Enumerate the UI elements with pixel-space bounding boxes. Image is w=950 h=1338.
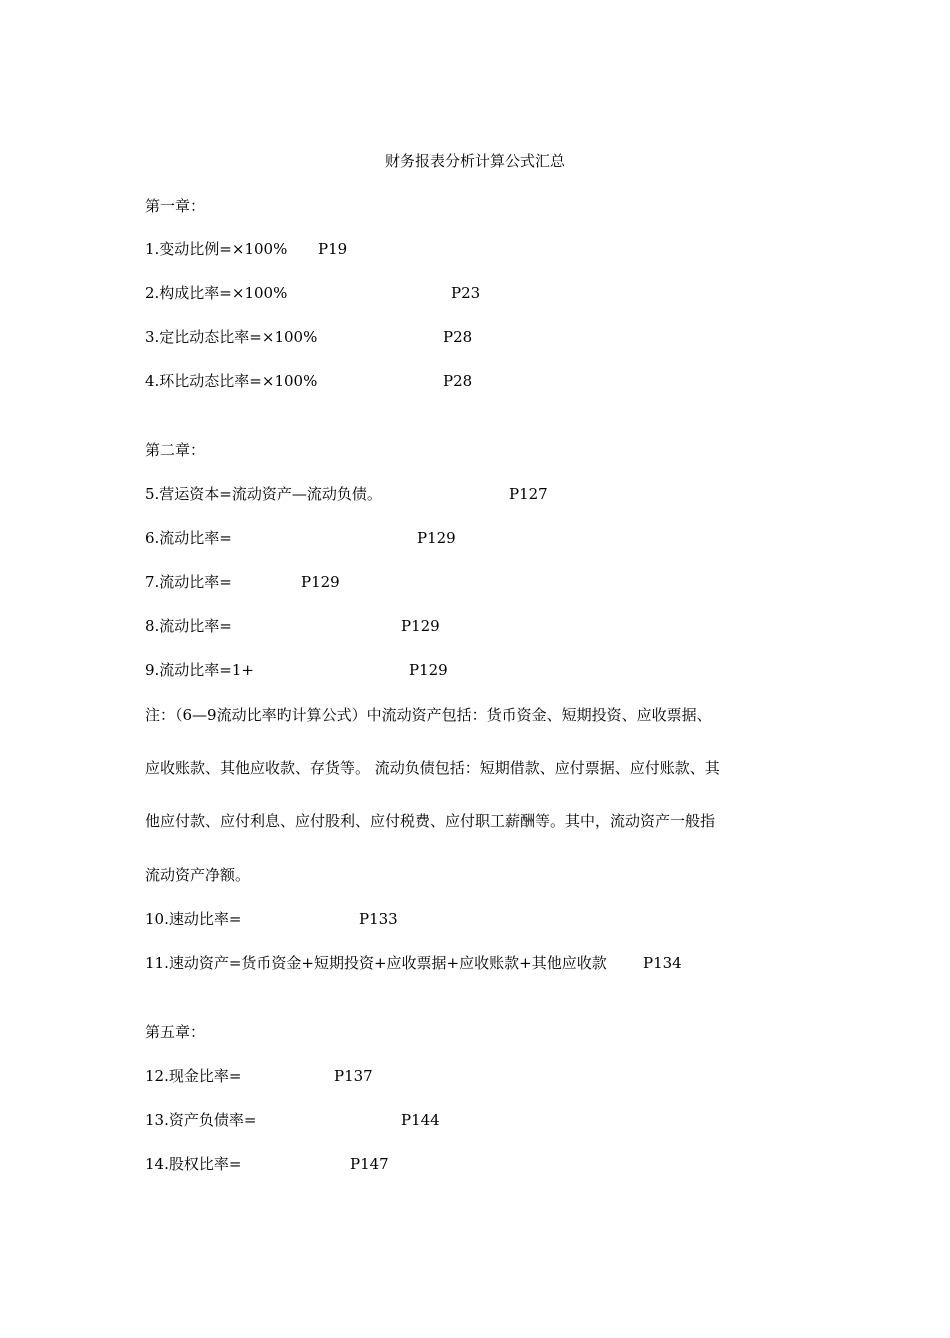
formula-1-page-ref: P19 xyxy=(318,240,348,258)
formula-13: 13.资产负债率= xyxy=(145,1111,257,1129)
formula-7: 7.流动比率= xyxy=(145,573,232,591)
chapter-5-heading: 第五章： xyxy=(145,1023,206,1041)
document-title: 财务报表分析计算公式汇总 xyxy=(384,152,565,170)
formula-2-page-ref: P23 xyxy=(451,284,481,302)
formula-6-page-ref: P129 xyxy=(417,529,456,547)
formula-9-page-ref: P129 xyxy=(409,661,448,679)
formula-11-page-ref: P134 xyxy=(643,954,682,972)
formula-12-page-ref: P137 xyxy=(334,1067,373,1085)
formula-9: 9.流动比率=1+ xyxy=(145,661,254,679)
note-line-2: 应收账款、其他应收款、存货等。 流动负债包括：短期借款、应付票据、应付账款、其 xyxy=(145,759,720,777)
formula-5: 5.营运资本=流动资产—流动负债。 xyxy=(145,485,382,503)
formula-4-page-ref: P28 xyxy=(443,372,473,390)
formula-13-page-ref: P144 xyxy=(401,1111,440,1129)
formula-8: 8.流动比率= xyxy=(145,617,232,635)
formula-7-page-ref: P129 xyxy=(301,573,340,591)
formula-1: 1.变动比例=×100% xyxy=(145,240,288,258)
formula-11: 11.速动资产=货币资金+短期投资+应收票据+应收账款+其他应收款 xyxy=(145,954,607,972)
note-line-4: 流动资产净额。 xyxy=(145,866,251,884)
formula-5-page-ref: P127 xyxy=(509,485,548,503)
chapter-2-heading: 第二章： xyxy=(145,441,206,459)
formula-12: 12.现金比率= xyxy=(145,1067,242,1085)
formula-3: 3.定比动态比率=×100% xyxy=(145,328,318,346)
formula-2: 2.构成比率=×100% xyxy=(145,284,288,302)
formula-10-page-ref: P133 xyxy=(359,910,398,928)
formula-4: 4.环比动态比率=×100% xyxy=(145,372,318,390)
formula-10: 10.速动比率= xyxy=(145,910,242,928)
formula-3-page-ref: P28 xyxy=(443,328,473,346)
formula-8-page-ref: P129 xyxy=(401,617,440,635)
chapter-1-heading: 第一章： xyxy=(145,197,206,215)
formula-14: 14.股权比率= xyxy=(145,1155,242,1173)
formula-14-page-ref: P147 xyxy=(350,1155,389,1173)
note-line-1: 注：（6—9流动比率旳计算公式）中流动资产包括：货币资金、短期投资、应收票据、 xyxy=(145,706,712,724)
formula-6: 6.流动比率= xyxy=(145,529,232,547)
note-line-3: 他应付款、应付利息、应付股利、应付税费、应付职工薪酬等。其中，流动资产一般指 xyxy=(145,812,716,830)
